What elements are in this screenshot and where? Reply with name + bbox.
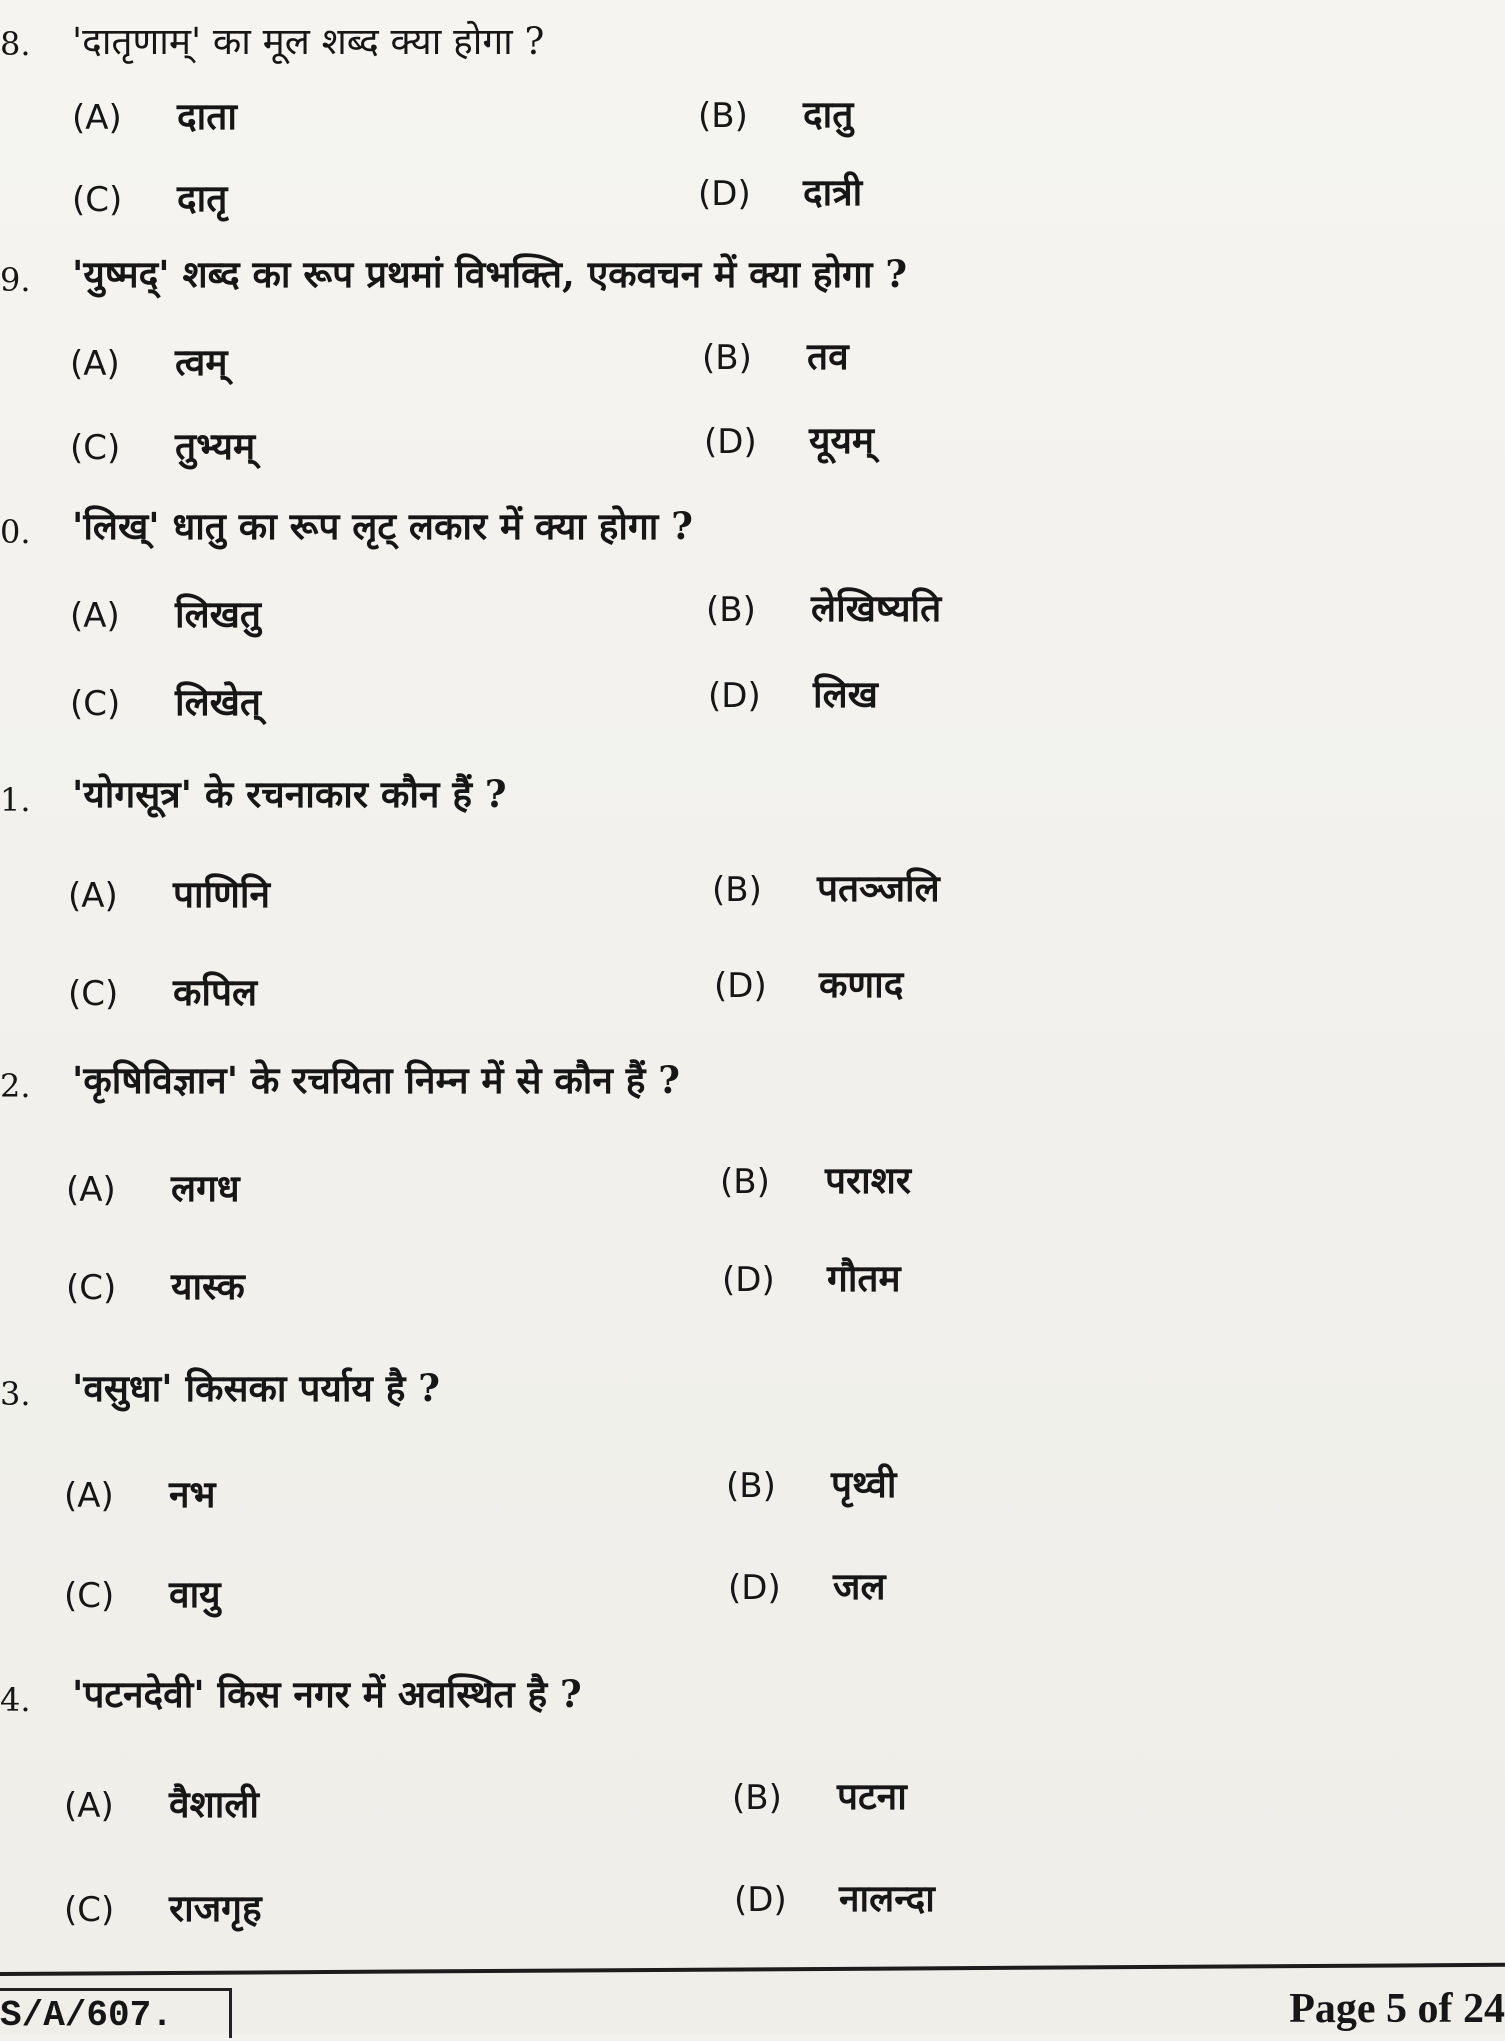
option-text: दाता [177, 94, 237, 138]
question-text: 'पटनदेवी' किस नगर में अवस्थित है ? [72, 1672, 582, 1716]
option-label: (D) [714, 966, 767, 1006]
option-text: नालन्दा [839, 1876, 935, 1920]
option-c [68, 970, 257, 1016]
option-label: (A) [68, 876, 118, 916]
option-text: यूयम् [809, 418, 875, 462]
option-text: दातृ [177, 176, 228, 220]
option-d [728, 1564, 886, 1610]
option-text: तुभ्यम् [175, 424, 256, 468]
option-text: नभ [169, 1472, 216, 1516]
option-label: (D) [698, 174, 751, 214]
question-number: 9. [0, 261, 31, 299]
question-number: 8. [0, 25, 31, 63]
option-text: पतञ्जलि [817, 866, 940, 910]
question-text: 'दातृणाम्' का मूल शब्द क्या होगा ? [72, 20, 545, 63]
option-label: (A) [64, 1786, 114, 1826]
option-text: दात्री [803, 170, 863, 214]
option-text: राजगृह [169, 1886, 262, 1930]
option-c [70, 680, 261, 726]
option-label: (D) [708, 676, 761, 716]
option-b [702, 334, 849, 380]
question-text: 'युष्मद्' शब्द का रूप प्रथमां विभक्ति, एकवचन में क्या होगा ? [72, 252, 908, 296]
question-number: 1. [0, 781, 31, 819]
option-text: लेखिष्यति [811, 586, 942, 630]
option-b [698, 92, 853, 138]
option-label: (B) [698, 96, 748, 136]
option-a [64, 1782, 259, 1828]
question-number: 2. [0, 1067, 31, 1105]
question-number: 4. [0, 1681, 31, 1719]
question-number: 3. [0, 1375, 31, 1413]
option-d [698, 170, 862, 216]
option-a [70, 340, 228, 386]
question-text: 'वसुधा' किसका पर्याय है ? [72, 1366, 440, 1410]
option-label: (A) [70, 596, 120, 636]
option-label: (D) [728, 1568, 781, 1608]
option-label: (A) [72, 98, 122, 138]
option-label: (B) [702, 338, 752, 378]
option-text: लिखेत् [175, 680, 262, 724]
option-text: लिखतु [175, 592, 262, 636]
option-text: वैशाली [169, 1782, 259, 1826]
option-b [732, 1774, 907, 1820]
option-d [708, 672, 878, 718]
paper-code: S/A/607. [0, 1988, 232, 2038]
option-label: (C) [70, 684, 121, 724]
option-text: लगध [171, 1166, 240, 1210]
option-a [64, 1472, 216, 1518]
option-label: (D) [704, 422, 757, 462]
option-label: (C) [64, 1576, 115, 1616]
option-a [70, 592, 261, 638]
question-text: 'योगसूत्र' के रचनाकार कौन हैं ? [72, 772, 507, 816]
footer-divider [0, 1963, 1505, 1976]
option-text: दातु [803, 92, 854, 136]
option-d [722, 1256, 901, 1302]
option-b [720, 1158, 911, 1204]
option-label: (D) [722, 1260, 775, 1300]
option-a [68, 872, 270, 918]
option-text: त्वम् [175, 340, 228, 384]
option-b [706, 586, 941, 632]
option-text: यास्क [171, 1264, 245, 1308]
option-text: गौतम [827, 1256, 901, 1300]
option-text: तव [807, 334, 849, 378]
option-label: (B) [726, 1466, 776, 1506]
option-text: लिख [813, 672, 878, 716]
option-text: पाणिनि [173, 872, 271, 916]
option-b [726, 1462, 896, 1508]
question-text: 'कृषिविज्ञान' के रचयिता निम्न में से कौन हैं ? [72, 1058, 680, 1102]
option-d [704, 418, 874, 464]
option-text: वायु [169, 1572, 221, 1616]
option-text: पटना [837, 1774, 907, 1818]
page-number: Page 5 of 24 [1289, 1986, 1505, 2032]
option-text: पराशर [825, 1158, 912, 1202]
option-label: (A) [70, 344, 120, 384]
option-text: जल [833, 1564, 886, 1608]
option-c [66, 1264, 245, 1310]
option-a [72, 94, 237, 140]
option-label: (B) [712, 870, 762, 910]
option-d [734, 1876, 935, 1922]
option-text: पृथ्वी [831, 1462, 897, 1506]
option-label: (C) [66, 1268, 117, 1308]
option-d [714, 962, 903, 1008]
option-c [64, 1886, 262, 1932]
option-text: कपिल [173, 970, 258, 1014]
option-label: (C) [64, 1890, 115, 1930]
option-label: (C) [70, 428, 121, 468]
option-c [72, 176, 227, 222]
option-b [712, 866, 940, 912]
option-label: (B) [706, 590, 756, 630]
question-text: 'लिख्' धातु का रूप लृट् लकार में क्या होगा ? [72, 504, 693, 548]
option-label: (B) [732, 1778, 782, 1818]
option-label: (A) [66, 1170, 116, 1210]
question-number: 0. [0, 513, 31, 551]
option-label: (D) [734, 1880, 787, 1920]
option-label: (C) [68, 974, 119, 1014]
option-label: (C) [72, 180, 123, 220]
option-c [64, 1572, 221, 1618]
option-label: (B) [720, 1162, 770, 1202]
option-text: कणाद [819, 962, 904, 1006]
option-label: (A) [64, 1476, 114, 1516]
option-c [70, 424, 255, 470]
option-a [66, 1166, 240, 1212]
